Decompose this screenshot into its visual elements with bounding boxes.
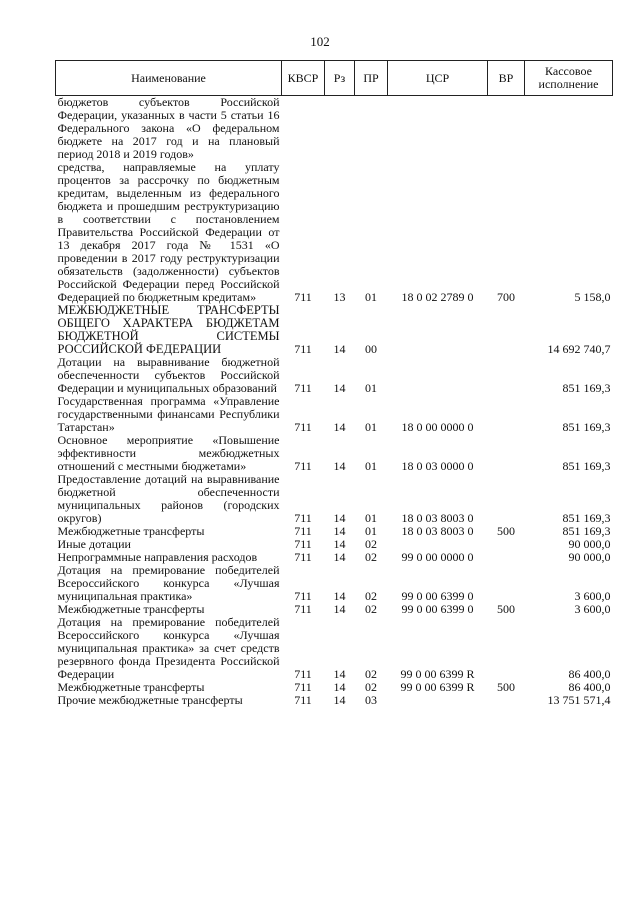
cell-name: Дотация на премирование победителей Всероссийского конкурса «Лучшая муниципальная практика» bbox=[57, 563, 280, 603]
cell-amount: 90 000,0 bbox=[568, 537, 611, 551]
cell-pr: 01 bbox=[365, 524, 377, 538]
table-row bbox=[56, 616, 613, 681]
cell-amount: 5 158,0 bbox=[574, 290, 611, 304]
header-name: Наименование bbox=[56, 61, 282, 96]
cell-kvsr: 711 bbox=[294, 290, 312, 304]
cell-amount: 3 600,0 bbox=[574, 602, 611, 616]
cell-pr: 01 bbox=[365, 420, 377, 434]
table-body bbox=[56, 96, 613, 708]
cell-kvsr: 711 bbox=[294, 459, 312, 473]
cell-vr bbox=[488, 304, 525, 356]
cell-pr: 01 bbox=[365, 459, 377, 473]
cell-rz: 14 bbox=[333, 550, 346, 564]
cell-kvsr: 711 bbox=[294, 667, 312, 681]
cell-pr: 01 bbox=[365, 381, 377, 395]
cell-rz: 14 bbox=[333, 420, 346, 434]
cell-csr: 18 0 03 0000 0 bbox=[401, 459, 474, 473]
cell-amount: 3 600,0 bbox=[574, 589, 611, 603]
cell-csr bbox=[388, 694, 488, 707]
cell-amount: 90 000,0 bbox=[568, 550, 611, 564]
cell-csr: 18 0 03 8003 0 bbox=[401, 511, 474, 525]
cell-name: бюджетов субъектов Российской Федерации, указанных в части 5 статьи 16 Федерального закона «О федеральном бюджете на 2017 год и на плановый период 2018 и 2019 годов» bbox=[57, 95, 280, 161]
cell-rz: 14 bbox=[333, 381, 346, 395]
cell-pr: 03 bbox=[365, 693, 377, 707]
cell-vr bbox=[488, 473, 525, 525]
header-amount: Кассовое исполнение bbox=[525, 61, 613, 96]
cell-name: Непрограммные направления расходов bbox=[57, 550, 258, 564]
table-row bbox=[56, 564, 613, 603]
cell-amount: 851 169,3 bbox=[562, 420, 611, 434]
cell-kvsr: 711 bbox=[294, 550, 312, 564]
cell-csr: 99 0 00 6399 R bbox=[400, 680, 475, 694]
cell-amount: 851 169,3 bbox=[562, 459, 611, 473]
cell-rz: 14 bbox=[333, 693, 346, 707]
cell-csr: 18 0 00 0000 0 bbox=[401, 420, 474, 434]
cell-rz bbox=[325, 96, 355, 162]
cell-amount: 86 400,0 bbox=[568, 667, 611, 681]
cell-rz: 13 bbox=[333, 290, 346, 304]
cell-kvsr: 711 bbox=[294, 602, 312, 616]
cell-kvsr: 711 bbox=[294, 693, 312, 707]
cell-name: Прочие межбюджетные трансферты bbox=[57, 693, 243, 707]
cell-vr bbox=[488, 395, 525, 434]
cell-pr: 02 bbox=[365, 667, 377, 681]
table-row bbox=[56, 473, 613, 525]
cell-pr: 02 bbox=[365, 680, 377, 694]
cell-csr: 99 0 00 6399 0 bbox=[401, 589, 474, 603]
cell-vr: 500 bbox=[497, 602, 515, 616]
table-row bbox=[56, 356, 613, 395]
cell-kvsr: 711 bbox=[294, 589, 312, 603]
table-row bbox=[56, 96, 613, 162]
header-vr: ВР bbox=[488, 61, 525, 96]
cell-kvsr: 711 bbox=[294, 537, 312, 551]
cell-rz: 14 bbox=[333, 589, 346, 603]
cell-pr: 02 bbox=[365, 589, 377, 603]
cell-name: Предоставление дотаций на выравнивание бюджетной обеспеченности муниципальных районов (городских округов) bbox=[57, 472, 280, 525]
cell-vr bbox=[488, 356, 525, 395]
cell-amount: 851 169,3 bbox=[562, 511, 611, 525]
cell-csr: 99 0 00 6399 0 bbox=[401, 602, 474, 616]
cell-name: Дотация на премирование победителей Всероссийского конкурса «Лучшая муниципальная практика» за счет средств резервного фонда Президента Российской Федерации bbox=[57, 615, 280, 681]
cell-vr: 700 bbox=[497, 290, 515, 304]
cell-csr: 99 0 00 6399 R bbox=[400, 667, 475, 681]
cell-vr bbox=[488, 694, 525, 707]
cell-csr bbox=[388, 304, 488, 356]
cell-name: Межбюджетные трансферты bbox=[57, 524, 205, 538]
table-row bbox=[56, 694, 613, 707]
cell-amount: 851 169,3 bbox=[562, 524, 611, 538]
cell-rz: 14 bbox=[333, 342, 346, 356]
cell-vr bbox=[488, 551, 525, 564]
cell-kvsr: 711 bbox=[294, 511, 312, 525]
cell-kvsr: 711 bbox=[294, 524, 312, 538]
header-csr: ЦСР bbox=[388, 61, 488, 96]
cell-vr bbox=[488, 538, 525, 551]
cell-pr: 02 bbox=[365, 537, 377, 551]
cell-pr: 01 bbox=[365, 511, 377, 525]
cell-pr bbox=[355, 96, 388, 162]
cell-name: Государственная программа «Управление государственными финансами Республики Татарстан» bbox=[57, 394, 280, 434]
header-pr: ПР bbox=[355, 61, 388, 96]
cell-kvsr: 711 bbox=[294, 680, 312, 694]
cell-csr: 18 0 03 8003 0 bbox=[401, 524, 474, 538]
page-number: 102 bbox=[310, 34, 330, 49]
cell-kvsr: 711 bbox=[294, 342, 312, 356]
cell-name: Дотации на выравнивание бюджетной обеспеченности субъектов Российской Федерации и муниципальных образований bbox=[57, 355, 280, 395]
cell-rz: 14 bbox=[333, 511, 346, 525]
cell-name: средства, направляемые на уплату процентов за рассрочку по бюджетным кредитам, выделенным из федерального бюджета и прошедшим реструктуризацию в соответствии с постановлением Правительства Российской Федерации от 13 декабря 2017 года № 1531 «О проведении в 2017 году реструктуризации обязательств (задолженности) субъектов Российской Федерации перед Российской Федерацией по бюджетным кредитам» bbox=[57, 160, 280, 304]
header-rz: Рз bbox=[325, 61, 355, 96]
cell-pr: 02 bbox=[365, 550, 377, 564]
cell-amount bbox=[525, 96, 613, 162]
cell-vr bbox=[488, 564, 525, 603]
cell-csr bbox=[388, 356, 488, 395]
cell-vr bbox=[488, 616, 525, 681]
table-header-row bbox=[56, 61, 613, 96]
budget-table bbox=[55, 60, 613, 707]
cell-name: Иные дотации bbox=[57, 537, 131, 551]
cell-csr bbox=[388, 96, 488, 162]
cell-kvsr bbox=[282, 96, 325, 162]
cell-kvsr: 711 bbox=[294, 420, 312, 434]
cell-pr: 01 bbox=[365, 290, 377, 304]
cell-rz: 14 bbox=[333, 680, 346, 694]
cell-amount: 851 169,3 bbox=[562, 381, 611, 395]
cell-pr: 00 bbox=[365, 342, 377, 356]
cell-kvsr: 711 bbox=[294, 381, 312, 395]
cell-name: Основное мероприятие «Повышение эффективности межбюджетных отношений с местными бюджетами» bbox=[57, 433, 280, 473]
cell-rz: 14 bbox=[333, 524, 346, 538]
cell-rz: 14 bbox=[333, 667, 346, 681]
table-row bbox=[56, 395, 613, 434]
cell-name: Межбюджетные трансферты bbox=[57, 602, 205, 616]
table-row bbox=[56, 304, 613, 356]
cell-vr: 500 bbox=[497, 680, 515, 694]
cell-rz: 14 bbox=[333, 459, 346, 473]
cell-csr: 99 0 00 0000 0 bbox=[401, 550, 474, 564]
cell-vr bbox=[488, 96, 525, 162]
cell-name: МЕЖБЮДЖЕТНЫЕ ТРАНСФЕРТЫ ОБЩЕГО ХАРАКТЕРА БЮДЖЕТАМ БЮДЖЕТНОЙ СИСТЕМЫ РОССИЙСКОЙ ФЕДЕРАЦИИ bbox=[57, 303, 280, 356]
cell-vr: 500 bbox=[497, 524, 515, 538]
cell-amount: 13 751 571,4 bbox=[547, 693, 611, 707]
cell-rz: 14 bbox=[333, 537, 346, 551]
cell-rz: 14 bbox=[333, 602, 346, 616]
cell-csr: 18 0 02 2789 0 bbox=[401, 290, 474, 304]
header-kvsr: КВСР bbox=[282, 61, 325, 96]
table-row bbox=[56, 434, 613, 473]
cell-vr bbox=[488, 434, 525, 473]
cell-pr: 02 bbox=[365, 602, 377, 616]
cell-amount: 86 400,0 bbox=[568, 680, 611, 694]
cell-amount: 14 692 740,7 bbox=[547, 342, 611, 356]
cell-name: Межбюджетные трансферты bbox=[57, 680, 205, 694]
table-row bbox=[56, 161, 613, 304]
